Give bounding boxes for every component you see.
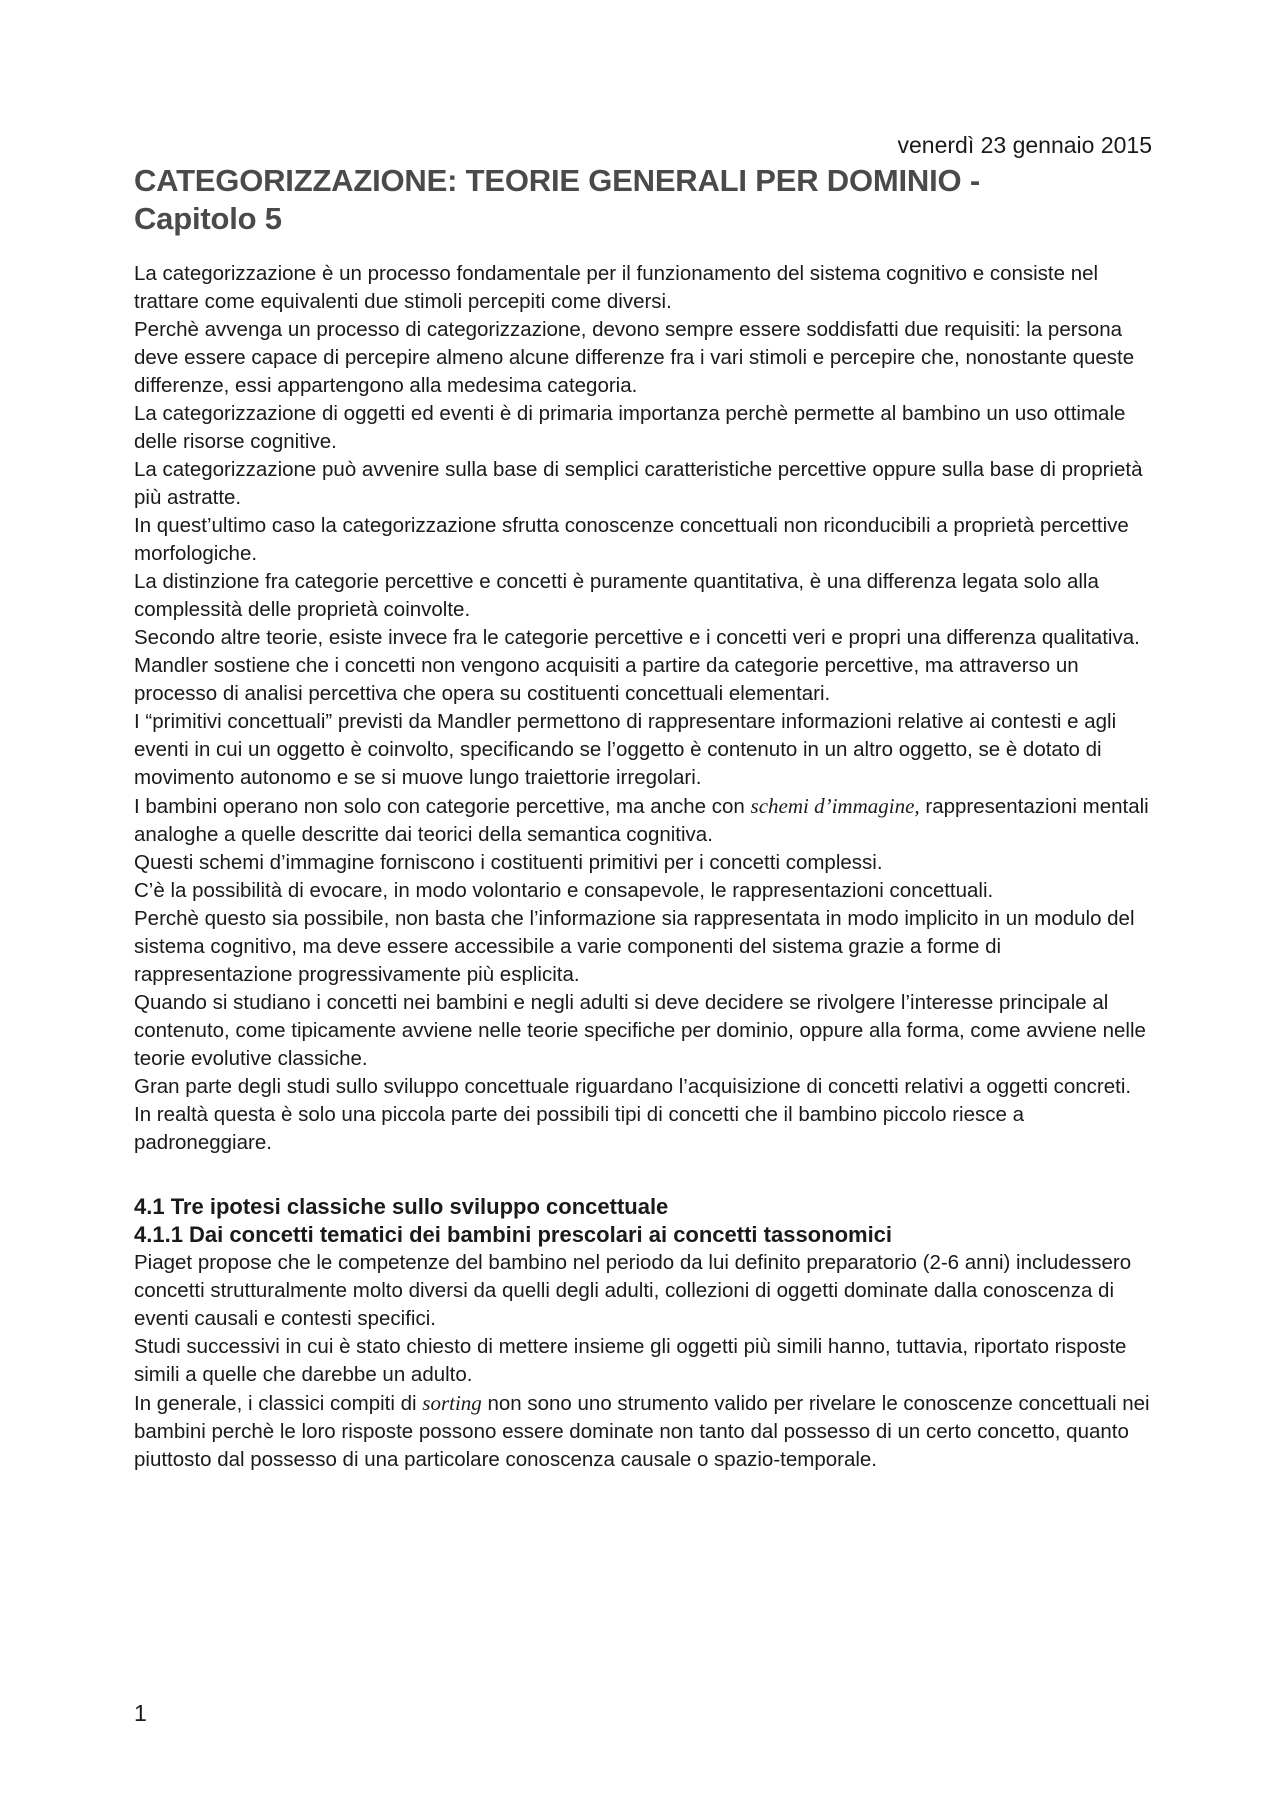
paragraph-sorting: [134, 1389, 1152, 1474]
document-title-line-2: Capitolo 5: [134, 201, 282, 236]
paragraph: Quando si studiano i concetti nei bambini e negli adulti si deve decidere se rivolgere l’interesse principale al contenuto, come tipicamente avviene nelle teorie specifiche per dominio, oppure alla forma, come avviene nelle teorie evolutive classiche.: [134, 991, 1146, 1070]
subsection-heading: 4.1.1 Dai concetti tematici dei bambini prescolari ai concetti tassonomici: [134, 1222, 893, 1247]
paragraph: Secondo altre teorie, esiste invece fra le categorie percettive e i concetti veri e propri una differenza qualitativa.: [134, 626, 1140, 649]
paragraph: In quest’ultimo caso la categorizzazione sfrutta conoscenze concettuali non riconducibili a proprietà percettive morfologiche.: [134, 514, 1129, 565]
paragraph: La distinzione fra categorie percettive e concetti è puramente quantitativa, è una differenza legata solo alla complessità delle proprietà coinvolte.: [134, 570, 1099, 621]
paragraph: In realtà questa è solo una piccola parte dei possibili tipi di concetti che il bambino piccolo riesce a padroneggiare.: [134, 1103, 1024, 1154]
document-date: venerdì 23 gennaio 2015: [897, 132, 1152, 158]
section-heading: 4.1 Tre ipotesi classiche sullo sviluppo concettuale: [134, 1194, 669, 1219]
paragraph: Piaget propose che le competenze del bambino nel periodo da lui definito preparatorio (2-6 anni) includessero concetti strutturalmente molto diversi da quelli degli adulti, collezioni di oggetti dominate dalla conoscenza di eventi causali e contesti specifici.: [134, 1251, 1132, 1330]
section-4-1: [134, 1193, 1152, 1474]
paragraph: La categorizzazione è un processo fondamentale per il funzionamento del sistema cognitivo e consiste nel trattare come equivalenti due stimoli percepiti come diversi.: [134, 262, 1099, 313]
intro-body: [134, 260, 1152, 1157]
paragraph: Studi successivi in cui è stato chiesto di mettere insieme gli oggetti più simili hanno, tuttavia, riportato risposte simili a quelle che darebbe un adulto.: [134, 1335, 1127, 1386]
paragraph: Perchè avvenga un processo di categorizzazione, devono sempre essere soddisfatti due requisiti: la persona deve essere capace di percepire almeno alcune differenze fra i vari stimoli e percepire che, nonostante queste differenze, essi appartengono alla medesima categoria.: [134, 318, 1135, 397]
text-run: rappresentazioni mentali analoghe a quelle descritte dai teorici della semantica cognitiva.: [134, 795, 1149, 846]
paragraph-schemi: [134, 792, 1152, 849]
page-number: 1: [134, 1700, 147, 1726]
paragraph: I “primitivi concettuali” previsti da Mandler permettono di rappresentare informazioni relative ai contesti e agli eventi in cui un oggetto è coinvolto, specificando se l’oggetto è contenuto in un altro oggetto, se è dotato di movimento autonomo e se si muove lungo traiettorie irregolari.: [134, 710, 1117, 789]
paragraph: Mandler sostiene che i concetti non vengono acquisiti a partire da categorie percettive, ma attraverso un processo di analisi percettiva che opera su costituenti concettuali elementari.: [134, 654, 1079, 705]
text-run: I bambini operano non solo con categorie percettive, ma anche con: [134, 795, 751, 818]
paragraph: La categorizzazione di oggetti ed eventi è di primaria importanza perchè permette al bambino un uso ottimale delle risorse cognitive.: [134, 402, 1126, 453]
text-run: In generale, i classici compiti di: [134, 1392, 423, 1415]
document-title-line-1: CATEGORIZZAZIONE: TEORIE GENERALI PER DOMINIO -: [134, 163, 980, 198]
emphasis-text: schemi d’immagine,: [750, 794, 920, 818]
document-page: [134, 130, 1152, 1474]
paragraph: La categorizzazione può avvenire sulla base di semplici caratteristiche percettive oppure sulla base di proprietà più astratte.: [134, 458, 1143, 509]
paragraph: Gran parte degli studi sullo sviluppo concettuale riguardano l’acquisizione di concetti relativi a oggetti concreti.: [134, 1075, 1132, 1098]
paragraph: Questi schemi d’immagine forniscono i costituenti primitivi per i concetti complessi.: [134, 851, 883, 874]
text-run: non sono uno strumento valido per rivelare le conoscenze concettuali nei bambini perchè le loro risposte possono essere dominate non tanto dal possesso di un certo concetto, quanto piuttosto dal possesso di una particolare conoscenza causale o spazio-temporale.: [134, 1392, 1150, 1471]
paragraph: Perchè questo sia possibile, non basta che l’informazione sia rappresentata in modo implicito in un modulo del sistema cognitivo, ma deve essere accessibile a varie componenti del sistema grazie a forme di rappresentazione progressivamente più esplicita.: [134, 907, 1135, 986]
emphasis-text: sorting: [422, 1391, 482, 1415]
paragraph: C’è la possibilità di evocare, in modo volontario e consapevole, le rappresentazioni concettuali.: [134, 879, 994, 902]
document-title: [134, 162, 1152, 238]
